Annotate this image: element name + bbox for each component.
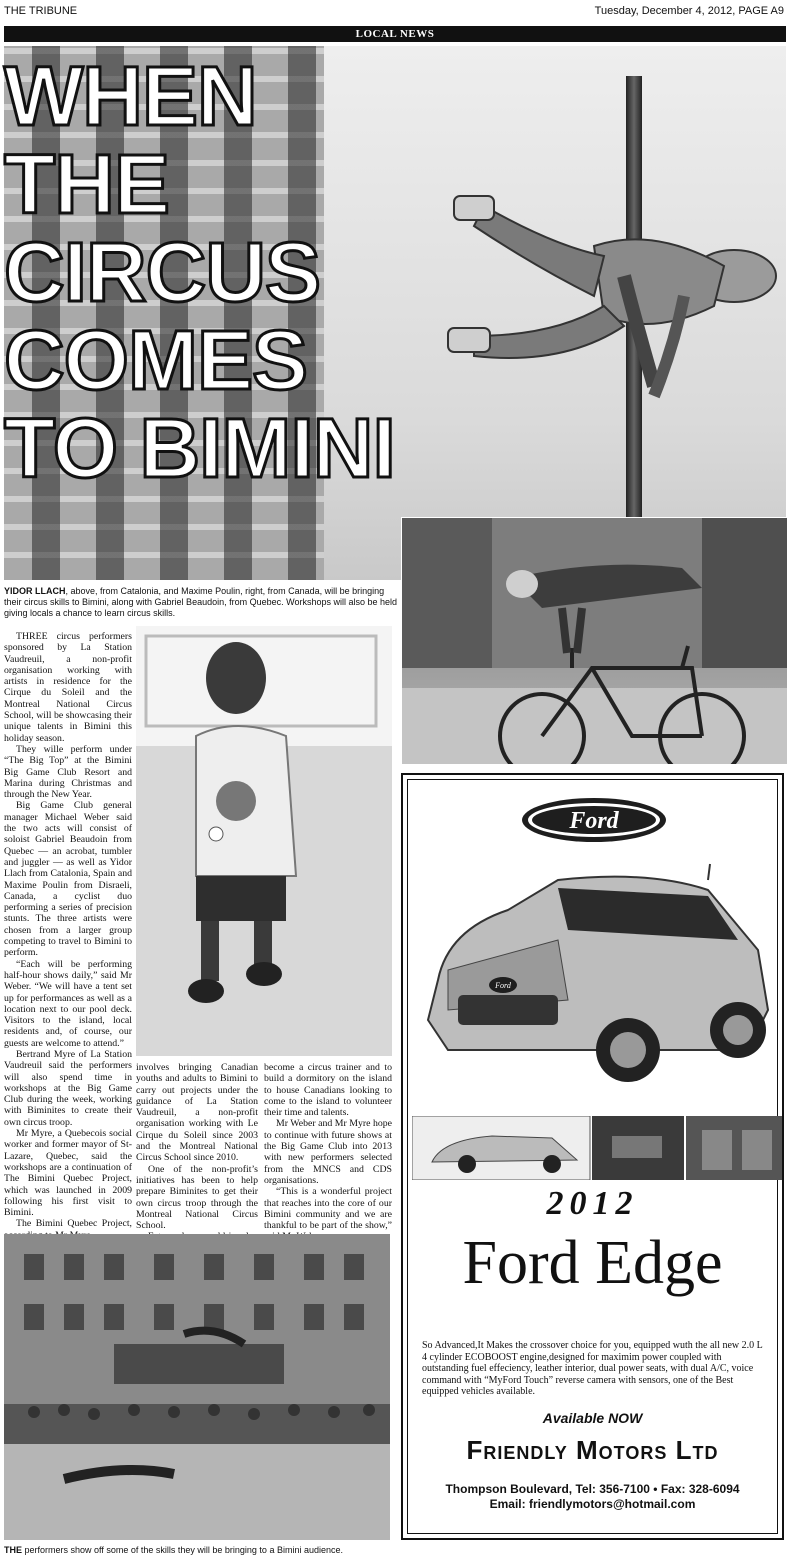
ad-address-line: Thompson Boulevard, Tel: 356-7100 • Fax: 328-6094 xyxy=(445,1482,740,1496)
ford-edge-advertisement[interactable] xyxy=(401,773,784,1540)
child-juggler-photo xyxy=(136,626,392,1056)
masthead: THE TRIBUNE xyxy=(4,5,78,17)
article-paragraph: THREE circus performers sponsored by La Station Vaudreuil, a non-profit organisation working with artists in residence for the Cirque du Soleil and the Montreal National Circus School, will be showcasing their unique talents in Bimini this holiday season. xyxy=(4,631,132,744)
hero-acrobat xyxy=(434,186,784,416)
grille-logo-text: Ford xyxy=(495,981,511,990)
ford-logo-text: Ford xyxy=(569,808,619,834)
article-paragraph: involves bringing Canadian youths and adults to Bimini to carry out projects under the guidance of La Station Vaudreuil, a non-profit organisation working with Le Cirque du Soleil since 2003 and the Montreal National Circus School since 2010. xyxy=(136,1062,258,1164)
photo-caption-top xyxy=(4,586,400,619)
article-paragraph: They wille perform under “The Big Top” at the Bimini Big Game Club Resort and Marina during Christmas and through the New Year. xyxy=(4,743,132,801)
caption-bottom-lead: THE xyxy=(4,1545,22,1555)
article-column-3 xyxy=(264,1062,392,1243)
child-juggler-illustration xyxy=(136,626,392,1056)
bike-stunt-illustration xyxy=(402,518,787,764)
ad-thumbnail-strip xyxy=(412,1116,782,1180)
article-paragraph: “This is a wonderful project that reaches into the core of our Bimini community and we are thankful to be part of the show,” xyxy=(264,1186,392,1232)
caption-top-lead: YIDOR LLACH xyxy=(4,586,66,596)
ad-available: Available NOW xyxy=(542,1410,643,1426)
ad-description: So Advanced,It Makes the crossover choice for you, equipped wuth the all new 2.0 L 4 cylinder ECOBOOST engine,designed for maximim power coupled with outstanding fuel effeciency, leather interior, dual power seats, with dual A/C, voice command with “MyFord Touch” reverse camera with sensors, one of the Best equipped vehicles available. xyxy=(422,1340,763,1397)
article-paragraph: become a circus trainer and to build a dormitory on the island to house Canadians looking to come to the island to volunteer their time and talents. xyxy=(264,1062,392,1119)
article-paragraph: The Bimini Quebec Project, xyxy=(16,1218,132,1230)
article-paragraph: Mr Weber and Mr Myre hope to continue with future shows at the Big Game Club into 2013 with new performers selected from the MNCS and CDS organisations. xyxy=(264,1118,392,1186)
article-paragraph: Big Game Club general manager Michael Weber said the two acts will consist of soloist Gabriel Beaudoin from Quebec — an acrobat, tumbler and juggler — as well as Yidor Llach from Catalonia, Spain and Maxime Poulin from Disraeli, Canada, a cyclist duo performing a series of precision stunts. The three artists were chosen from a larger group competing to travel to Bimini to perform. xyxy=(4,800,132,959)
dateline: Tuesday, December 4, 2012, PAGE A9 xyxy=(594,5,784,17)
ad-contact xyxy=(408,1482,777,1512)
article-paragraph: Mr Myre, a Quebecois social worker and former mayor of St-Lazare, Quebec, said the workshops are a continuation of The Bimini Quebec Project, which was launched in 2009 following his first visit to Bimini. xyxy=(4,1128,132,1219)
ad-inner-border xyxy=(407,779,778,1534)
ad-email-line: Email: friendlymotors@hotmail.com xyxy=(489,1497,696,1511)
crowd-performance-photo xyxy=(4,1234,390,1540)
ad-car-illustration xyxy=(408,780,781,1110)
caption-top-text: , above, from Catalonia, and Maxime Poulin, right, from Canada, will be bringing their circus skills to Bimini, along with Gabriel Beaudoin, from Quebec. Workshops will also be held giving locals a chance to learn circus skills. xyxy=(4,586,398,618)
ad-year: 2012 xyxy=(546,1185,639,1222)
article-column-1 xyxy=(4,631,132,1241)
section-label: LOCAL NEWS xyxy=(4,26,786,42)
headline: WHEN THE CIRCUS COMES TO BIMINI xyxy=(4,49,395,495)
bike-stunt-photo xyxy=(401,517,788,765)
article-paragraph: “Each will be performing half-hour shows daily,” said Mr Weber. “We will have a tent set up for performances as well as a location next to our pool deck. Visitors to the island, local residents and, of course, our guests are welcome to attend.” xyxy=(4,958,132,1049)
photo-caption-bottom xyxy=(4,1545,390,1555)
ad-model: Ford Edge xyxy=(462,1229,723,1297)
caption-bottom-text: performers show off some of the skills they will be bringing to a Bimini audience. xyxy=(22,1545,343,1555)
crowd-performance-illustration xyxy=(4,1234,390,1540)
article-paragraph: One of the non-profit’s initiatives has been to help prepare Biminites to get their own circus troop through the Montreal National Circus School. xyxy=(136,1163,258,1232)
ad-dealer-name: Friendly Motors Ltd xyxy=(466,1435,719,1465)
article-paragraph: Bertrand Myre of La Station Vaudreuil said the performers will also spend time in workshops at the Big Game Club during the week, working with Biminites to create their own circus troop. xyxy=(4,1048,132,1128)
